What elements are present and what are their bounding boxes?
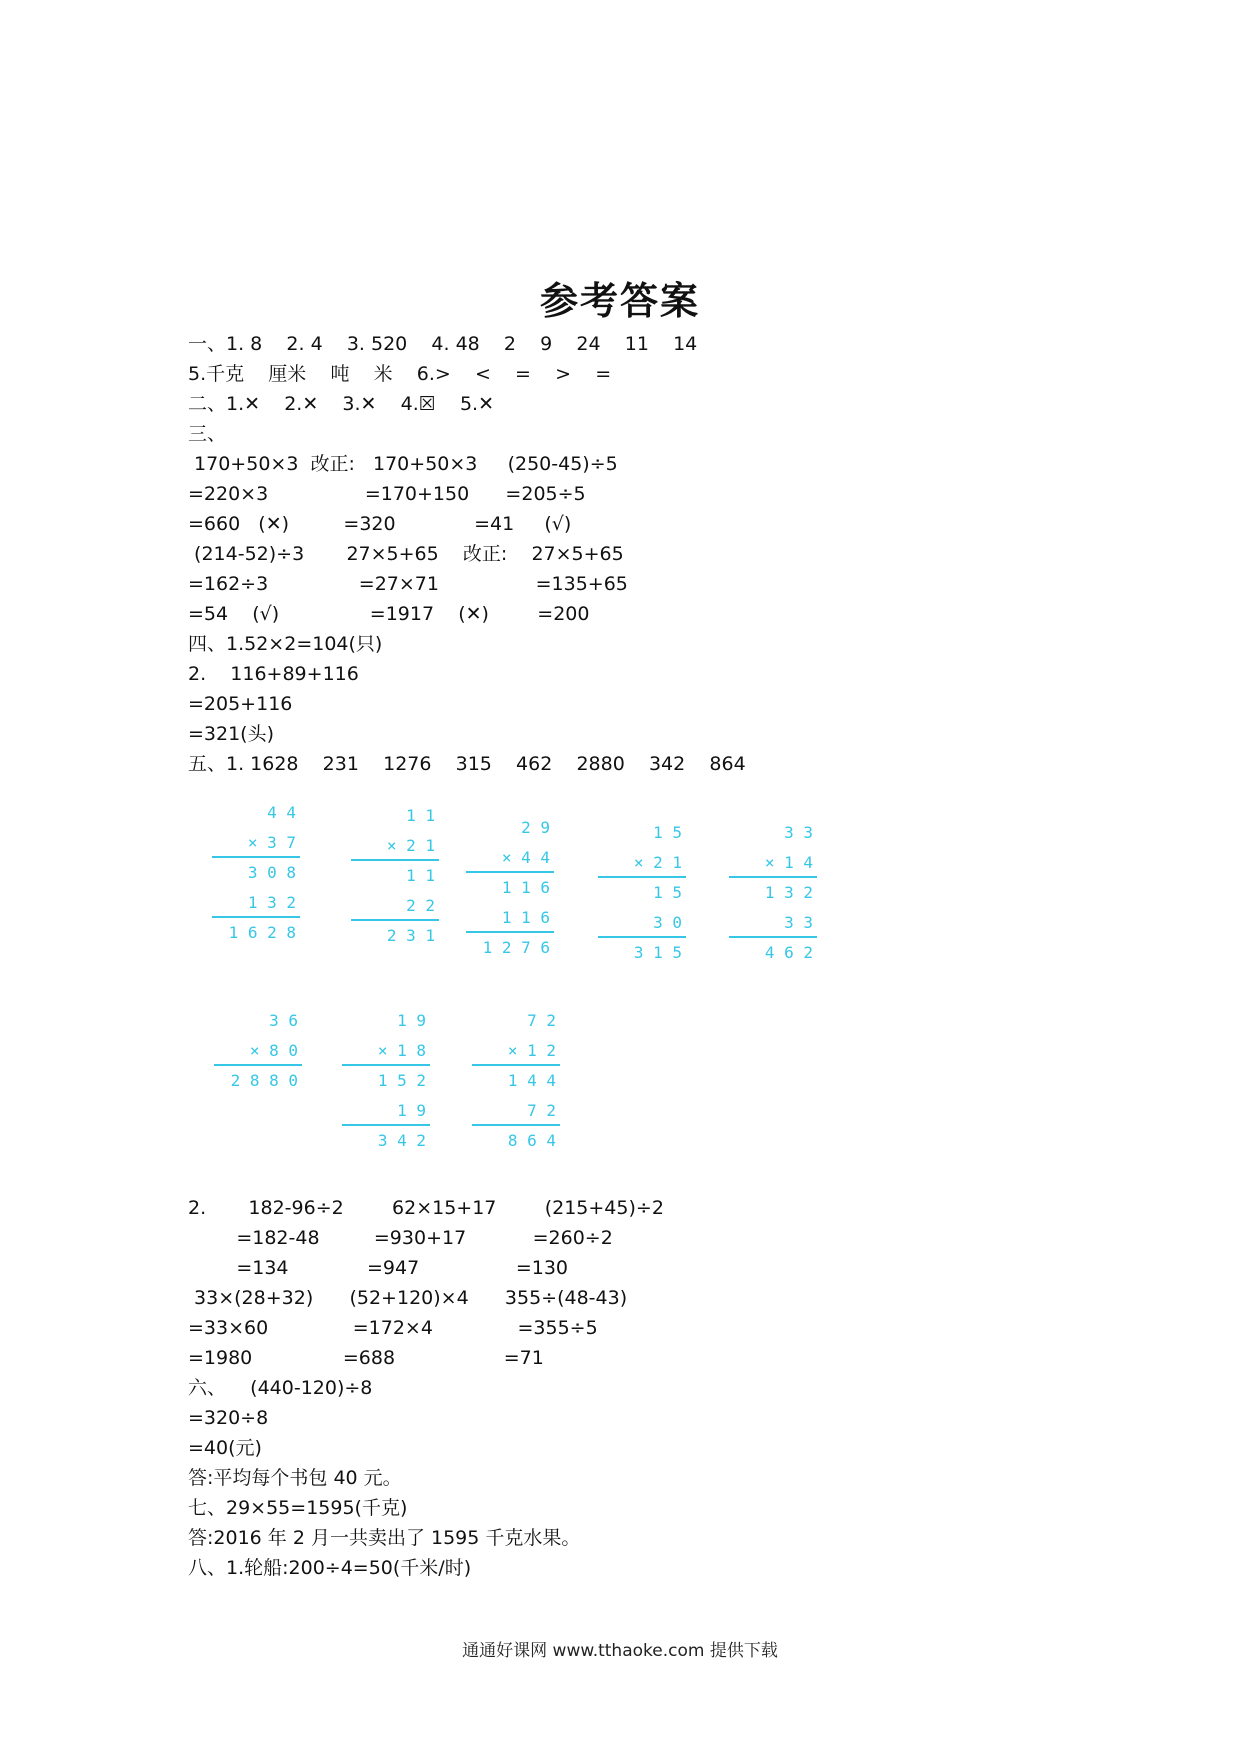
vertical-mult-rule (472, 1124, 560, 1126)
answer-line: 33×(28+32) (52+120)×4 355÷(48-43) (188, 1287, 628, 1309)
vertical-mult-row: 3 0 8 (247, 863, 296, 882)
vertical-mult-row: 2 2 (406, 896, 435, 915)
answer-line: 170+50×3 改正: 170+50×3 (250-45)÷5 (188, 453, 618, 475)
vertical-mult-row: 4 6 2 (764, 943, 813, 962)
vertical-mult-rule (342, 1124, 430, 1126)
answer-line: (214-52)÷3 27×5+65 改正: 27×5+65 (188, 543, 624, 565)
vertical-mult-row: 1 3 2 (247, 893, 296, 912)
answer-line: =321(头) (188, 723, 275, 745)
answer-line: 六、 (440-120)÷8 (188, 1377, 373, 1399)
answer-line: =162÷3 =27×71 =135+65 (188, 573, 628, 595)
vertical-mult-row: 8 6 4 (507, 1131, 556, 1150)
vertical-mult-rule (351, 919, 439, 921)
vertical-mult-row: 3 0 (653, 913, 682, 932)
vertical-mult-row: 7 2 (527, 1101, 556, 1120)
answer-line: 七、29×55=1595(千克) (188, 1497, 408, 1519)
vertical-mult-row: × 1 4 (764, 853, 813, 872)
footer-text: 通通好课网 www.tthaoke.com 提供下载 (462, 1641, 778, 1661)
vertical-mult-row: × 1 8 (377, 1041, 426, 1060)
vertical-mult-row: 1 2 7 6 (482, 938, 550, 957)
answer-line: =134 =947 =130 (188, 1257, 569, 1279)
vertical-mult-row: 3 4 2 (377, 1131, 426, 1150)
vertical-mult-rule (466, 931, 554, 933)
answer-line: 五、1. 1628 231 1276 315 462 2880 342 864 (188, 753, 746, 775)
answer-line: =40(元) (188, 1437, 262, 1459)
answer-line: 答:平均每个书包 40 元。 (188, 1467, 402, 1489)
vertical-mult-rule (212, 856, 300, 858)
answer-line: =1980 =688 =71 (188, 1347, 544, 1369)
vertical-mult-row: 1 1 (406, 806, 435, 825)
vertical-mult-row: 1 1 6 (501, 878, 550, 897)
answer-line: 二、1.✕ 2.✕ 3.✕ 4.☒ 5.✕ (188, 393, 494, 415)
answer-line: 2. 182-96÷2 62×15+17 (215+45)÷2 (188, 1197, 664, 1219)
answer-line: 八、1.轮船:200÷4=50(千米/时) (188, 1557, 472, 1579)
vertical-mult-row: 1 9 (397, 1011, 426, 1030)
vertical-mult-rule (598, 936, 686, 938)
vertical-mult-row: 7 2 (527, 1011, 556, 1030)
vertical-mult-row: 2 8 8 0 (230, 1071, 298, 1090)
vertical-mult-row: 1 3 2 (764, 883, 813, 902)
answer-line: =660 (✕) =320 =41 (√) (188, 513, 572, 535)
vertical-mult-row: 2 3 1 (386, 926, 435, 945)
vertical-mult-row: 1 5 (653, 823, 682, 842)
answer-line: =33×60 =172×4 =355÷5 (188, 1317, 598, 1339)
answer-line: =54 (√) =1917 (✕) =200 (188, 603, 590, 625)
vertical-mult-row: 3 3 (784, 913, 813, 932)
vertical-mult-row: 1 5 (653, 883, 682, 902)
answer-line: 5.千克 厘米 吨 米 6.> < = > = (188, 363, 612, 385)
answer-line: 四、1.52×2=104(只) (188, 633, 383, 655)
vertical-mult-rule (729, 936, 817, 938)
vertical-mult-row: 3 1 5 (633, 943, 682, 962)
vertical-mult-row: 1 6 2 8 (228, 923, 296, 942)
page-title: 参考答案 (539, 278, 700, 323)
answer-line: 一、1. 8 2. 4 3. 520 4. 48 2 9 24 11 14 (188, 333, 698, 355)
vertical-mult-rule (214, 1064, 302, 1066)
answer-line: =205+116 (188, 693, 293, 715)
answer-line: =320÷8 (188, 1407, 269, 1429)
vertical-mult-rule (729, 876, 817, 878)
vertical-mult-row: 3 6 (269, 1011, 298, 1030)
vertical-mult-row: 3 3 (784, 823, 813, 842)
vertical-mult-row: 1 5 2 (377, 1071, 426, 1090)
vertical-mult-row: × 2 1 (386, 836, 435, 855)
vertical-mult-row: 1 1 6 (501, 908, 550, 927)
vertical-mult-rule (351, 859, 439, 861)
vertical-mult-rule (342, 1064, 430, 1066)
vertical-mult-row: × 4 4 (501, 848, 550, 867)
vertical-mult-row: × 1 2 (507, 1041, 556, 1060)
vertical-mult-row: 2 9 (521, 818, 550, 837)
vertical-mult-rule (212, 916, 300, 918)
vertical-mult-row: × 8 0 (249, 1041, 298, 1060)
answer-line: 三、 (188, 423, 227, 445)
vertical-mult-row: × 2 1 (633, 853, 682, 872)
answer-line: =220×3 =170+150 =205÷5 (188, 483, 586, 505)
vertical-mult-row: × 3 7 (247, 833, 296, 852)
answer-line: 答:2016 年 2 月一共卖出了 1595 千克水果。 (188, 1527, 581, 1549)
vertical-mult-rule (466, 871, 554, 873)
vertical-mult-rule (472, 1064, 560, 1066)
vertical-mult-row: 1 1 (406, 866, 435, 885)
answer-line: 2. 116+89+116 (188, 663, 359, 685)
vertical-mult-row: 4 4 (267, 803, 296, 822)
vertical-mult-rule (598, 876, 686, 878)
answer-line: =182-48 =930+17 =260÷2 (188, 1227, 613, 1249)
vertical-mult-row: 1 4 4 (507, 1071, 556, 1090)
vertical-mult-row: 1 9 (397, 1101, 426, 1120)
